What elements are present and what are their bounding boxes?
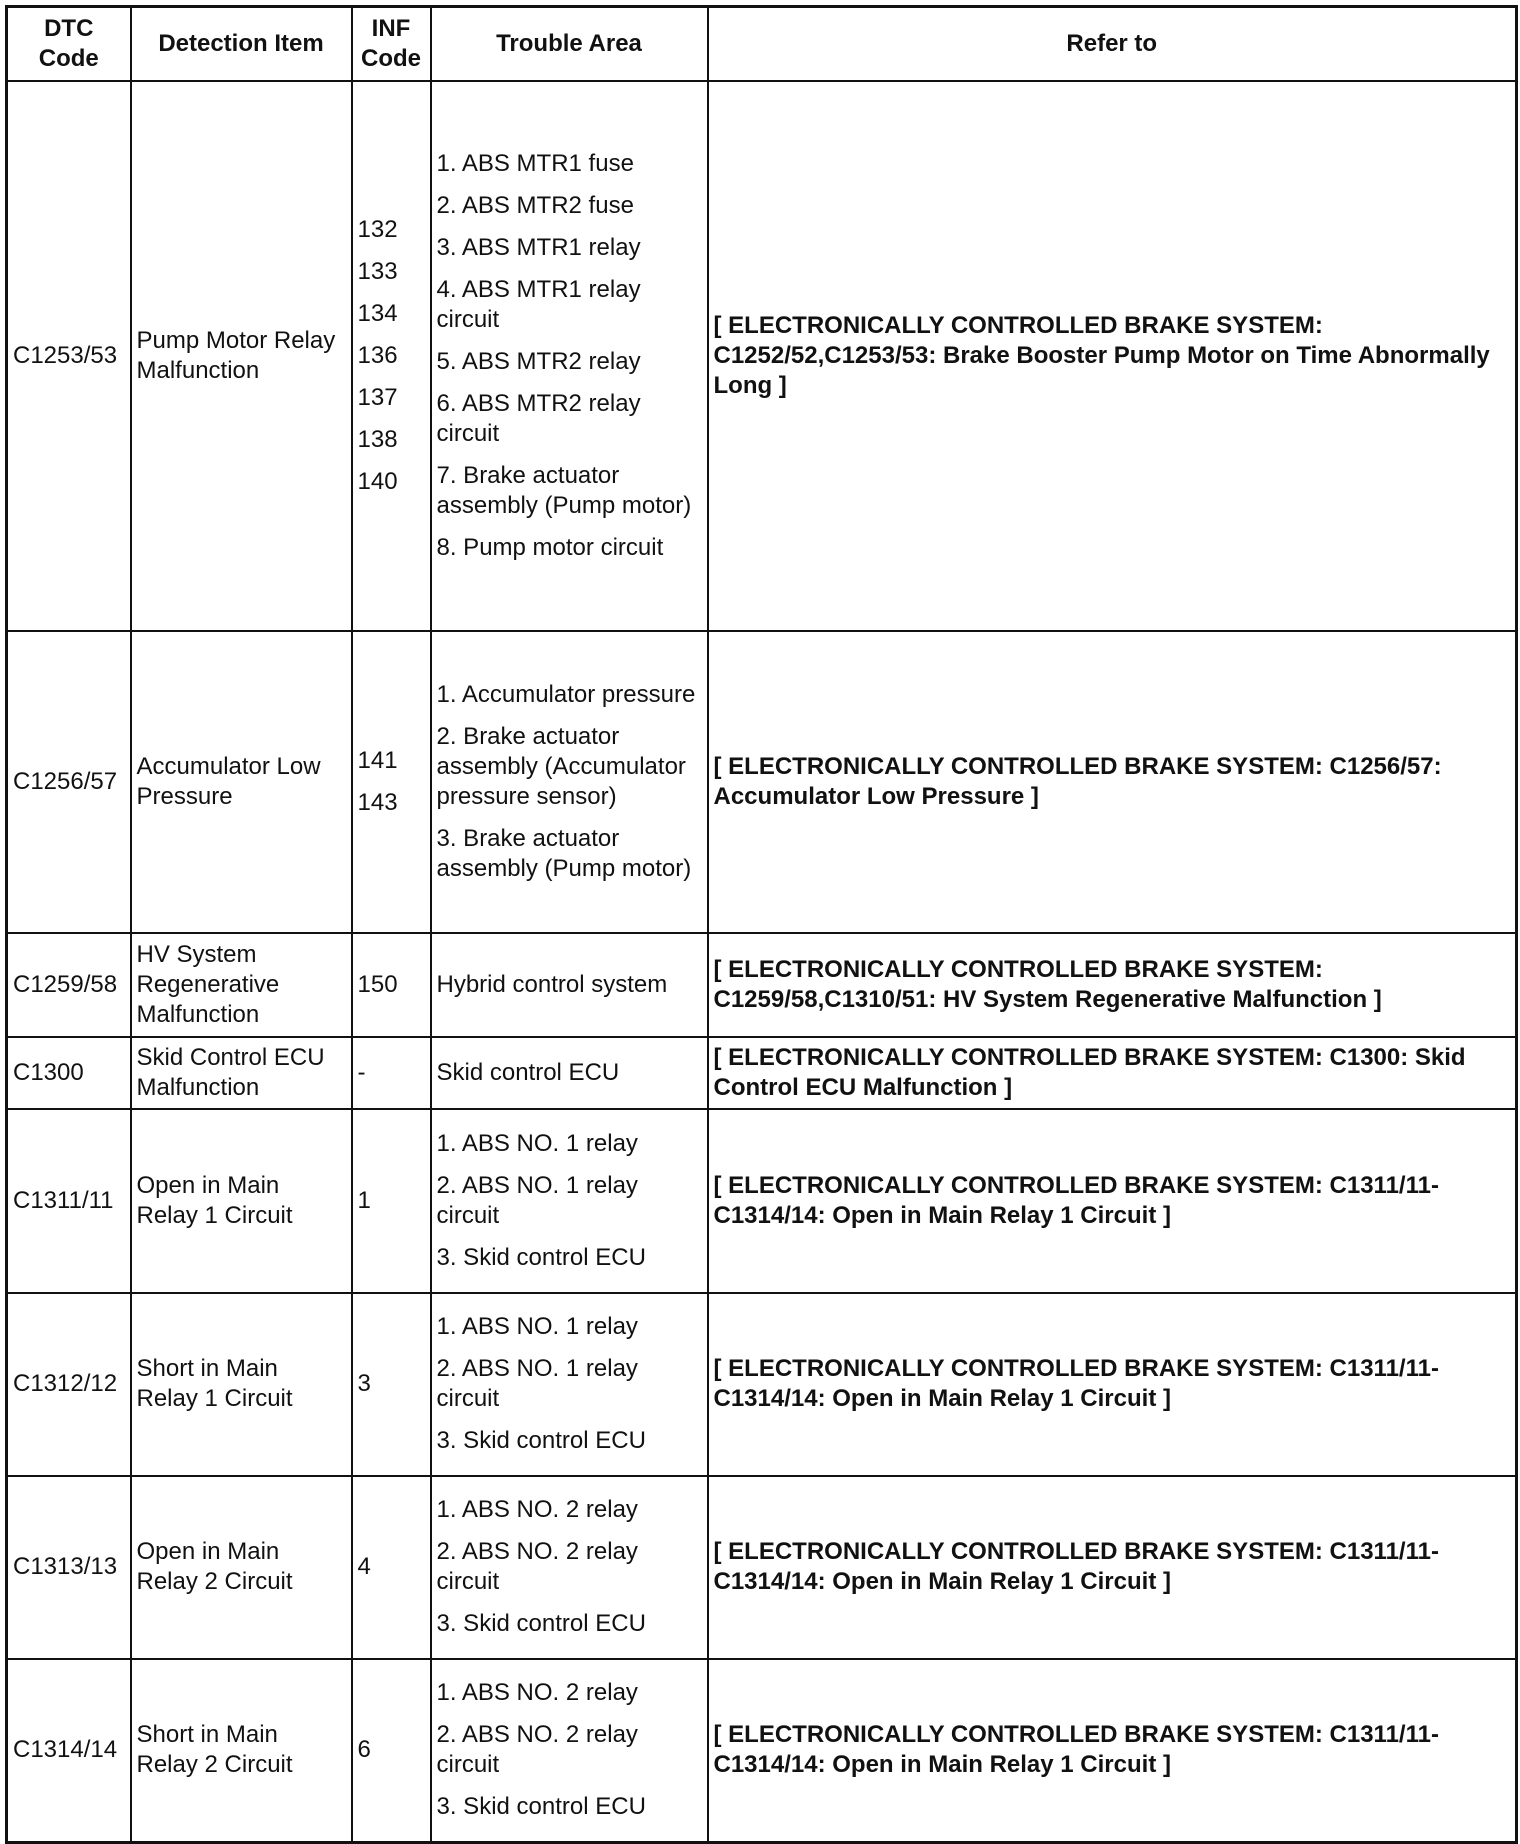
refer-to-link: [ ELECTRONICALLY CONTROLLED BRAKE SYSTEM: C1252/52,C1253/53: Brake Booster Pump Motor on Time Abnormally Long ] [708,81,1517,631]
detection-item-cell: Short in Main Relay 2 Circuit [131,1659,352,1843]
refer-to-link: [ ELECTRONICALLY CONTROLLED BRAKE SYSTEM: C1259/58,C1310/51: HV System Regenerative Malfunction ] [708,933,1517,1037]
header-detection-item: Detection Item [131,7,352,81]
inf-code-value: 4 [357,1553,371,1580]
trouble-area-item: 1. ABS NO. 1 relay [436,1129,638,1157]
trouble-area-item: 3. Skid control ECU [436,1243,646,1271]
trouble-area-item: Hybrid control system [436,970,668,998]
trouble-area-item: 1. ABS MTR1 fuse [436,149,634,177]
trouble-area-item: 2. Brake actuator assembly (Accumulator pressure sensor) [436,722,686,810]
detection-item-cell: HV System Regenerative Malfunction [131,933,352,1037]
detection-item-cell: Open in Main Relay 2 Circuit [131,1476,352,1659]
refer-to-link: [ ELECTRONICALLY CONTROLLED BRAKE SYSTEM: C1311/11-C1314/14: Open in Main Relay 1 Circuit ] [708,1109,1517,1293]
trouble-area-item: 2. ABS NO. 2 relay circuit [436,1721,638,1779]
trouble-area-item: 3. Skid control ECU [436,1427,646,1454]
dtc-code-cell: C1311/11 [7,1109,131,1293]
dtc-code-cell: C1253/53 [7,81,131,631]
inf-code-cell [352,81,431,631]
trouble-area-item: 2. ABS NO. 1 relay circuit [436,1171,638,1229]
table-row [7,1037,1517,1109]
table-header-row [7,7,1517,81]
trouble-area-cell [431,1037,708,1109]
refer-to-link: [ ELECTRONICALLY CONTROLLED BRAKE SYSTEM: C1311/11-C1314/14: Open in Main Relay 1 Circuit ] [708,1659,1517,1843]
inf-code-value: 3 [357,1370,371,1397]
trouble-area-item: 4. ABS MTR1 relay circuit [436,275,641,333]
inf-code-value: 133 [357,257,398,285]
trouble-area-item: 3. Skid control ECU [436,1793,646,1821]
trouble-area-item: 1. Accumulator pressure [436,680,696,708]
dtc-table [5,5,1518,1844]
detection-item-cell: Pump Motor Relay Malfunction [131,81,352,631]
trouble-area-cell [431,1293,708,1476]
inf-code-value: 6 [357,1736,371,1764]
table-row [7,631,1517,933]
header-refer-to: Refer to [708,7,1517,81]
trouble-area-cell [431,1476,708,1659]
refer-to-link: [ ELECTRONICALLY CONTROLLED BRAKE SYSTEM: C1311/11-C1314/14: Open in Main Relay 1 Circuit ] [708,1476,1517,1659]
dtc-code-cell: C1259/58 [7,933,131,1037]
dtc-code-cell: C1314/14 [7,1659,131,1843]
dtc-code-cell: C1313/13 [7,1476,131,1659]
trouble-area-cell [431,81,708,631]
table-row [7,81,1517,631]
dtc-code-cell: C1312/12 [7,1293,131,1476]
trouble-area-item: 1. ABS NO. 2 relay [436,1496,638,1523]
trouble-area-cell [431,631,708,933]
header-inf-code [352,7,431,81]
trouble-area-cell [431,933,708,1037]
inf-code-cell [352,1109,431,1293]
table-body [7,81,1517,1843]
refer-to-link: [ ELECTRONICALLY CONTROLLED BRAKE SYSTEM: C1300: Skid Control ECU Malfunction ] [708,1037,1517,1109]
inf-code-cell [352,1037,431,1109]
table-row [7,933,1517,1037]
refer-to-link: [ ELECTRONICALLY CONTROLLED BRAKE SYSTEM: C1256/57: Accumulator Low Pressure ] [708,631,1517,933]
table-row [7,1476,1517,1659]
trouble-area-item: 3. ABS MTR1 relay [436,233,641,261]
refer-to-link: [ ELECTRONICALLY CONTROLLED BRAKE SYSTEM: C1311/11-C1314/14: Open in Main Relay 1 Circuit ] [708,1293,1517,1476]
inf-code-value: 150 [357,970,398,998]
inf-code-value: 137 [357,383,398,411]
table-row [7,1293,1517,1476]
trouble-area-cell [431,1659,708,1843]
inf-code-value: 136 [357,341,398,369]
inf-code-cell [352,933,431,1037]
detection-item-cell: Accumulator Low Pressure [131,631,352,933]
trouble-area-item: 1. ABS NO. 1 relay [436,1313,638,1340]
trouble-area-item: 3. Skid control ECU [436,1610,646,1637]
dtc-code-cell: C1256/57 [7,631,131,933]
inf-code-cell [352,631,431,933]
inf-code-cell [352,1293,431,1476]
trouble-area-item: 5. ABS MTR2 relay [436,347,641,375]
trouble-area-item: 7. Brake actuator assembly (Pump motor) [436,461,692,519]
trouble-area-item: 8. Pump motor circuit [436,533,664,561]
inf-code-value: 134 [357,299,398,327]
trouble-area-item: 6. ABS MTR2 relay circuit [436,389,641,447]
trouble-area-item: 2. ABS MTR2 fuse [436,191,634,219]
inf-code-value: 1 [357,1186,371,1214]
inf-code-value: - [357,1058,366,1086]
trouble-area-item: 1. ABS NO. 2 relay [436,1679,638,1707]
header-dtc-code-line2: Code [38,44,99,72]
header-inf-code-line2: Code [361,44,421,72]
header-trouble-area: Trouble Area [431,7,708,81]
table-row [7,1109,1517,1293]
inf-code-value: 132 [357,215,398,243]
inf-code-cell [352,1659,431,1843]
trouble-area-item: Skid control ECU [436,1058,620,1086]
trouble-area-cell [431,1109,708,1293]
inf-code-value: 140 [357,467,398,495]
inf-code-cell [352,1476,431,1659]
inf-code-value: 143 [357,788,398,816]
inf-code-value: 141 [357,746,398,774]
header-dtc-code-line1: DTC [44,14,94,42]
inf-code-value: 138 [357,425,398,453]
header-dtc-code [7,7,131,81]
header-inf-code-line1: INF [371,14,411,42]
trouble-area-item: 2. ABS NO. 1 relay circuit [436,1355,638,1412]
detection-item-cell: Open in Main Relay 1 Circuit [131,1109,352,1293]
trouble-area-item: 2. ABS NO. 2 relay circuit [436,1538,638,1595]
trouble-area-item: 3. Brake actuator assembly (Pump motor) [436,824,692,882]
detection-item-cell: Skid Control ECU Malfunction [131,1037,352,1109]
dtc-code-cell: C1300 [7,1037,131,1109]
table-row [7,1659,1517,1843]
detection-item-cell: Short in Main Relay 1 Circuit [131,1293,352,1476]
